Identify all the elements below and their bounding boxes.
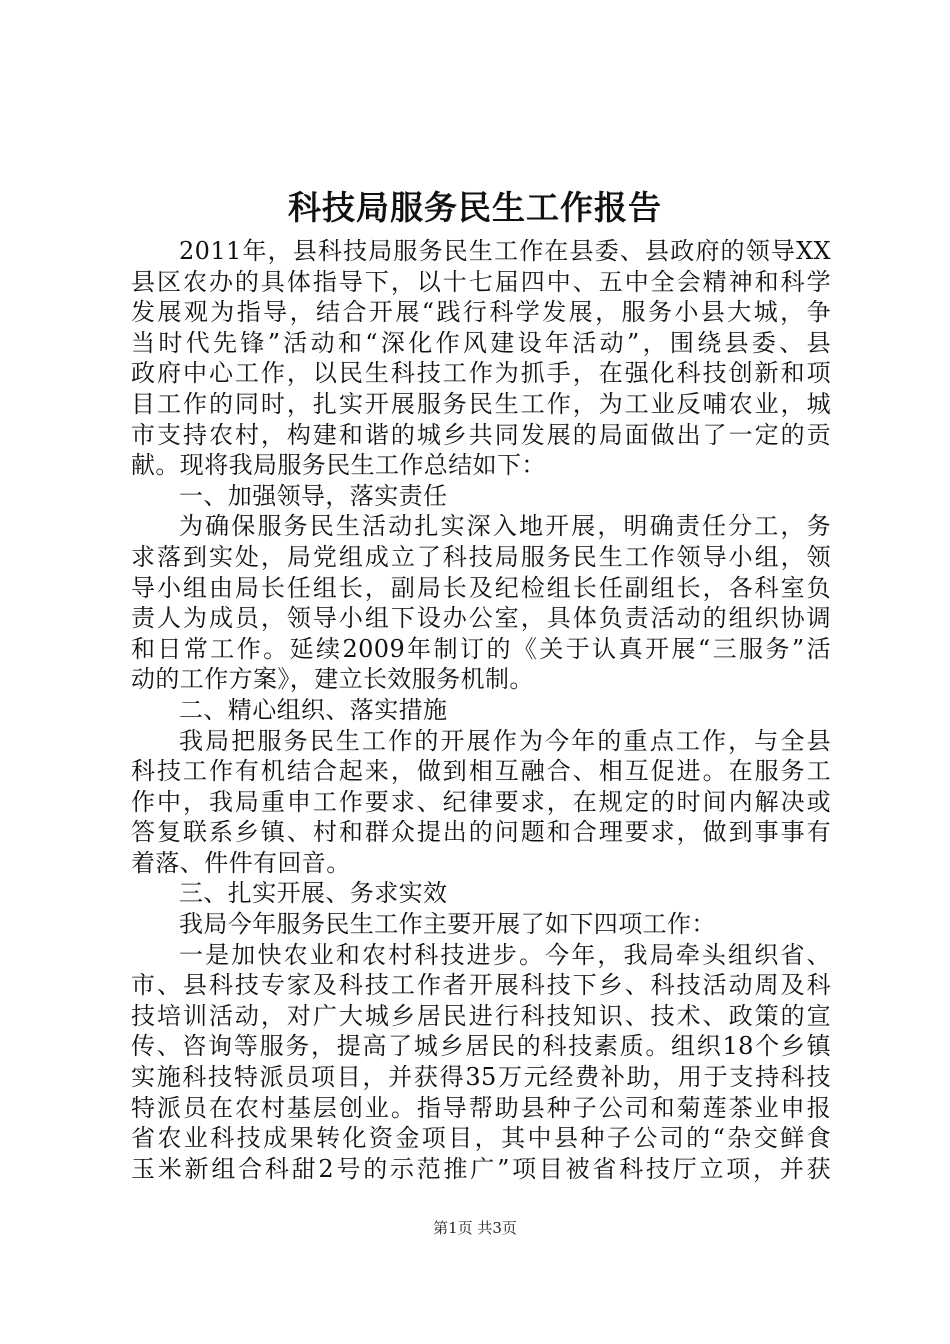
paragraph-line: 市支持农村，构建和谐的城乡共同发展的局面做出了一定的贡 — [131, 420, 831, 449]
paragraph-line: 作中，我局重申工作要求、纪律要求，在规定的时间内解决或 — [131, 787, 831, 816]
paragraph-line: 实施科技特派员项目，并获得35万元经费补助，用于支持科技 — [131, 1063, 831, 1092]
paragraph-line: 求落到实处，局党组成立了科技局服务民生工作领导小组，领 — [131, 542, 831, 571]
paragraph-line: 特派员在农村基层创业。指导帮助县种子公司和菊莲茶业申报 — [131, 1093, 831, 1122]
paragraph-line: 责人为成员，领导小组下设办公室，具体负责活动的组织协调 — [131, 604, 831, 633]
paragraph-line: 科技工作有机结合起来，做到相互融合、相互促进。在服务工 — [131, 757, 831, 786]
paragraph-line: 我局今年服务民生工作主要开展了如下四项工作： — [179, 910, 716, 939]
paragraph-line: 发展观为指导，结合开展“践行科学发展，服务小县大城，争 — [131, 298, 831, 327]
document-title: 科技局服务民生工作报告 — [288, 188, 662, 227]
paragraph-line: 当时代先锋”活动和“深化作风建设年活动”，围绕县委、县 — [131, 328, 831, 357]
paragraph-line: 答复联系乡镇、村和群众提出的问题和合理要求，做到事事有 — [131, 818, 831, 847]
paragraph-line: 动的工作方案》，建立长效服务机制。 — [131, 665, 534, 694]
paragraph-line: 我局把服务民生工作的开展作为今年的重点工作，与全县 — [179, 726, 831, 755]
paragraph-line: 目工作的同时，扎实开展服务民生工作，为工业反哺农业，城 — [131, 389, 831, 418]
paragraph-line: 导小组由局长任组长，副局长及纪检组长任副组长，各科室负 — [131, 573, 831, 602]
paragraph-line: 一是加快农业和农村科技进步。今年，我局牵头组织省、 — [179, 940, 831, 969]
paragraph-line: 为确保服务民生活动扎实深入地开展，明确责任分工，务 — [179, 512, 831, 541]
paragraph-line: 省农业科技成果转化资金项目，其中县种子公司的“杂交鲜食 — [131, 1124, 831, 1153]
paragraph-line: 政府中心工作，以民生科技工作为抓手，在强化科技创新和项 — [131, 359, 831, 388]
paragraph-line: 着落、件件有回音。 — [131, 848, 351, 877]
paragraph-line: 县区农办的具体指导下，以十七届四中、五中全会精神和科学 — [131, 267, 831, 296]
paragraph-line: 2011年，县科技局服务民生工作在县委、县政府的领导XX — [179, 237, 831, 265]
paragraph-line: 二、精心组织、落实措施 — [179, 695, 448, 724]
paragraph-line: 三、扎实开展、务求实效 — [179, 879, 448, 908]
page-footer: 第1页 共3页 — [433, 1219, 517, 1237]
paragraph-line: 玉米新组合科甜2号的示范推广”项目被省科技厅立项，并获 — [131, 1154, 831, 1183]
paragraph-line: 一、加强领导，落实责任 — [179, 481, 448, 510]
paragraph-line: 和日常工作。延续2009年制订的《关于认真开展“三服务”活 — [131, 634, 831, 663]
document-body — [131, 236, 831, 1184]
paragraph-line: 市、县科技专家及科技工作者开展科技下乡、科技活动周及科 — [131, 971, 831, 1000]
paragraph-line: 传、咨询等服务，提高了城乡居民的科技素质。组织18个乡镇 — [131, 1032, 831, 1061]
paragraph-line: 献。现将我局服务民生工作总结如下： — [131, 451, 546, 480]
paragraph-line: 技培训活动，对广大城乡居民进行科技知识、技术、政策的宣 — [131, 1001, 831, 1030]
